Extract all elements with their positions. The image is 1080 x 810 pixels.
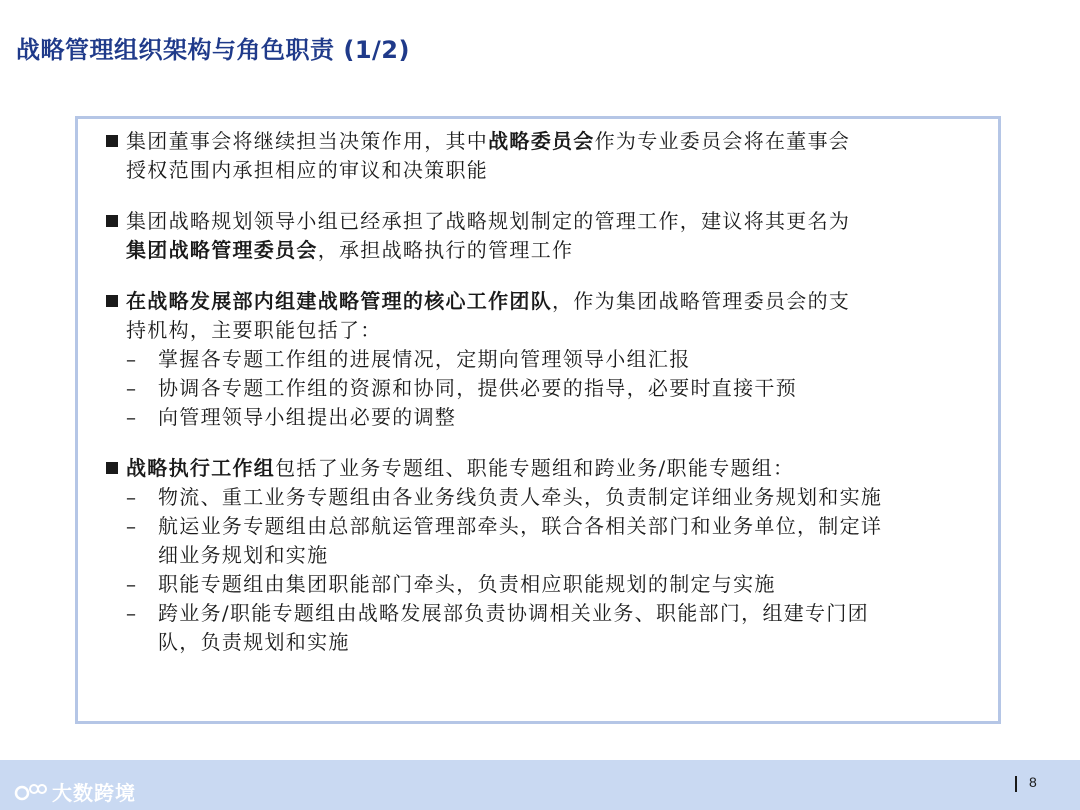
- sub-item: [126, 483, 984, 512]
- sub-item-text: 向管理领导小组提出必要的调整: [158, 405, 457, 429]
- dash-bullet-icon: –: [126, 405, 136, 429]
- bullet-text-line: [126, 127, 984, 156]
- square-bullet-icon: [106, 462, 118, 474]
- page-number: 8: [1029, 774, 1037, 790]
- bold-text: 在战略发展部内组建战略管理的核心工作团队: [126, 289, 552, 313]
- bullet-text-line: [126, 156, 984, 185]
- sub-item-text: 队，负责规划和实施: [158, 630, 350, 654]
- bullet-item: [106, 287, 984, 432]
- bullet-item: [106, 454, 984, 657]
- bullet-text-line: [126, 316, 984, 345]
- sub-item: [126, 345, 984, 374]
- bullet-text-line: [126, 287, 984, 316]
- bullet-item: [106, 127, 984, 185]
- text-segment: 授权范围内承担相应的审议和决策职能: [126, 158, 489, 182]
- sub-item-text: 职能专题组由集团职能部门牵头，负责相应职能规划的制定与实施: [158, 572, 776, 596]
- watermark-logo-icon: [14, 781, 48, 803]
- sub-item-text: 细业务规划和实施: [158, 543, 329, 567]
- text-segment: 集团战略规划领导小组已经承担了战略规划制定的管理工作，建议将其更名为: [126, 209, 851, 233]
- bullet-text-line: [126, 236, 984, 265]
- dash-bullet-icon: –: [126, 514, 136, 538]
- footer-bar: [0, 760, 1080, 810]
- sub-item: [126, 599, 984, 657]
- sub-item-text: 航运业务专题组由总部航运管理部牵头，联合各相关部门和业务单位，制定详: [158, 514, 883, 538]
- bullet-text-line: [126, 207, 984, 236]
- bold-text: 集团战略管理委员会: [126, 238, 318, 262]
- sub-item-text: 掌握各专题工作组的进展情况，定期向管理领导小组汇报: [158, 347, 691, 371]
- square-bullet-icon: [106, 215, 118, 227]
- text-segment: 持机构，主要职能包括了：: [126, 318, 382, 342]
- dash-bullet-icon: –: [126, 601, 136, 625]
- text-segment: 集团董事会将继续担当决策作用，其中: [126, 129, 489, 153]
- bullet-item: [106, 207, 984, 265]
- watermark: [14, 777, 136, 806]
- text-segment: ，作为集团战略管理委员会的支: [552, 289, 851, 313]
- sub-item-text: 物流、重工业务专题组由各业务线负责人牵头，负责制定详细业务规划和实施: [158, 485, 883, 509]
- sub-item: [126, 570, 984, 599]
- text-segment: ，承担战略执行的管理工作: [317, 238, 574, 262]
- sub-item-text: 跨业务/职能专题组由战略发展部负责协调相关业务、职能部门，组建专门团: [158, 601, 869, 625]
- square-bullet-icon: [106, 295, 118, 307]
- watermark-text: 大数跨境: [52, 781, 136, 805]
- sub-item: [126, 512, 984, 570]
- bullet-list: [106, 127, 984, 657]
- page-title: 战略管理组织架构与角色职责 (1/2): [16, 36, 410, 64]
- page-number-divider: [1015, 776, 1017, 792]
- bold-text: 战略执行工作组: [126, 456, 276, 480]
- square-bullet-icon: [106, 135, 118, 147]
- dash-bullet-icon: –: [126, 572, 136, 596]
- bullet-text-line: [126, 454, 984, 483]
- bold-text: 战略委员会: [488, 129, 595, 153]
- text-segment: 包括了业务专题组、职能专题组和跨业务/职能专题组：: [275, 456, 795, 480]
- text-segment: 作为专业委员会将在董事会: [594, 129, 851, 153]
- dash-bullet-icon: –: [126, 485, 136, 509]
- sub-item: [126, 403, 984, 432]
- sub-item: [126, 374, 984, 403]
- dash-bullet-icon: –: [126, 376, 136, 400]
- content-box: [75, 116, 1001, 724]
- dash-bullet-icon: –: [126, 347, 136, 371]
- sub-item-text: 协调各专题工作组的资源和协同，提供必要的指导，必要时直接干预: [158, 376, 797, 400]
